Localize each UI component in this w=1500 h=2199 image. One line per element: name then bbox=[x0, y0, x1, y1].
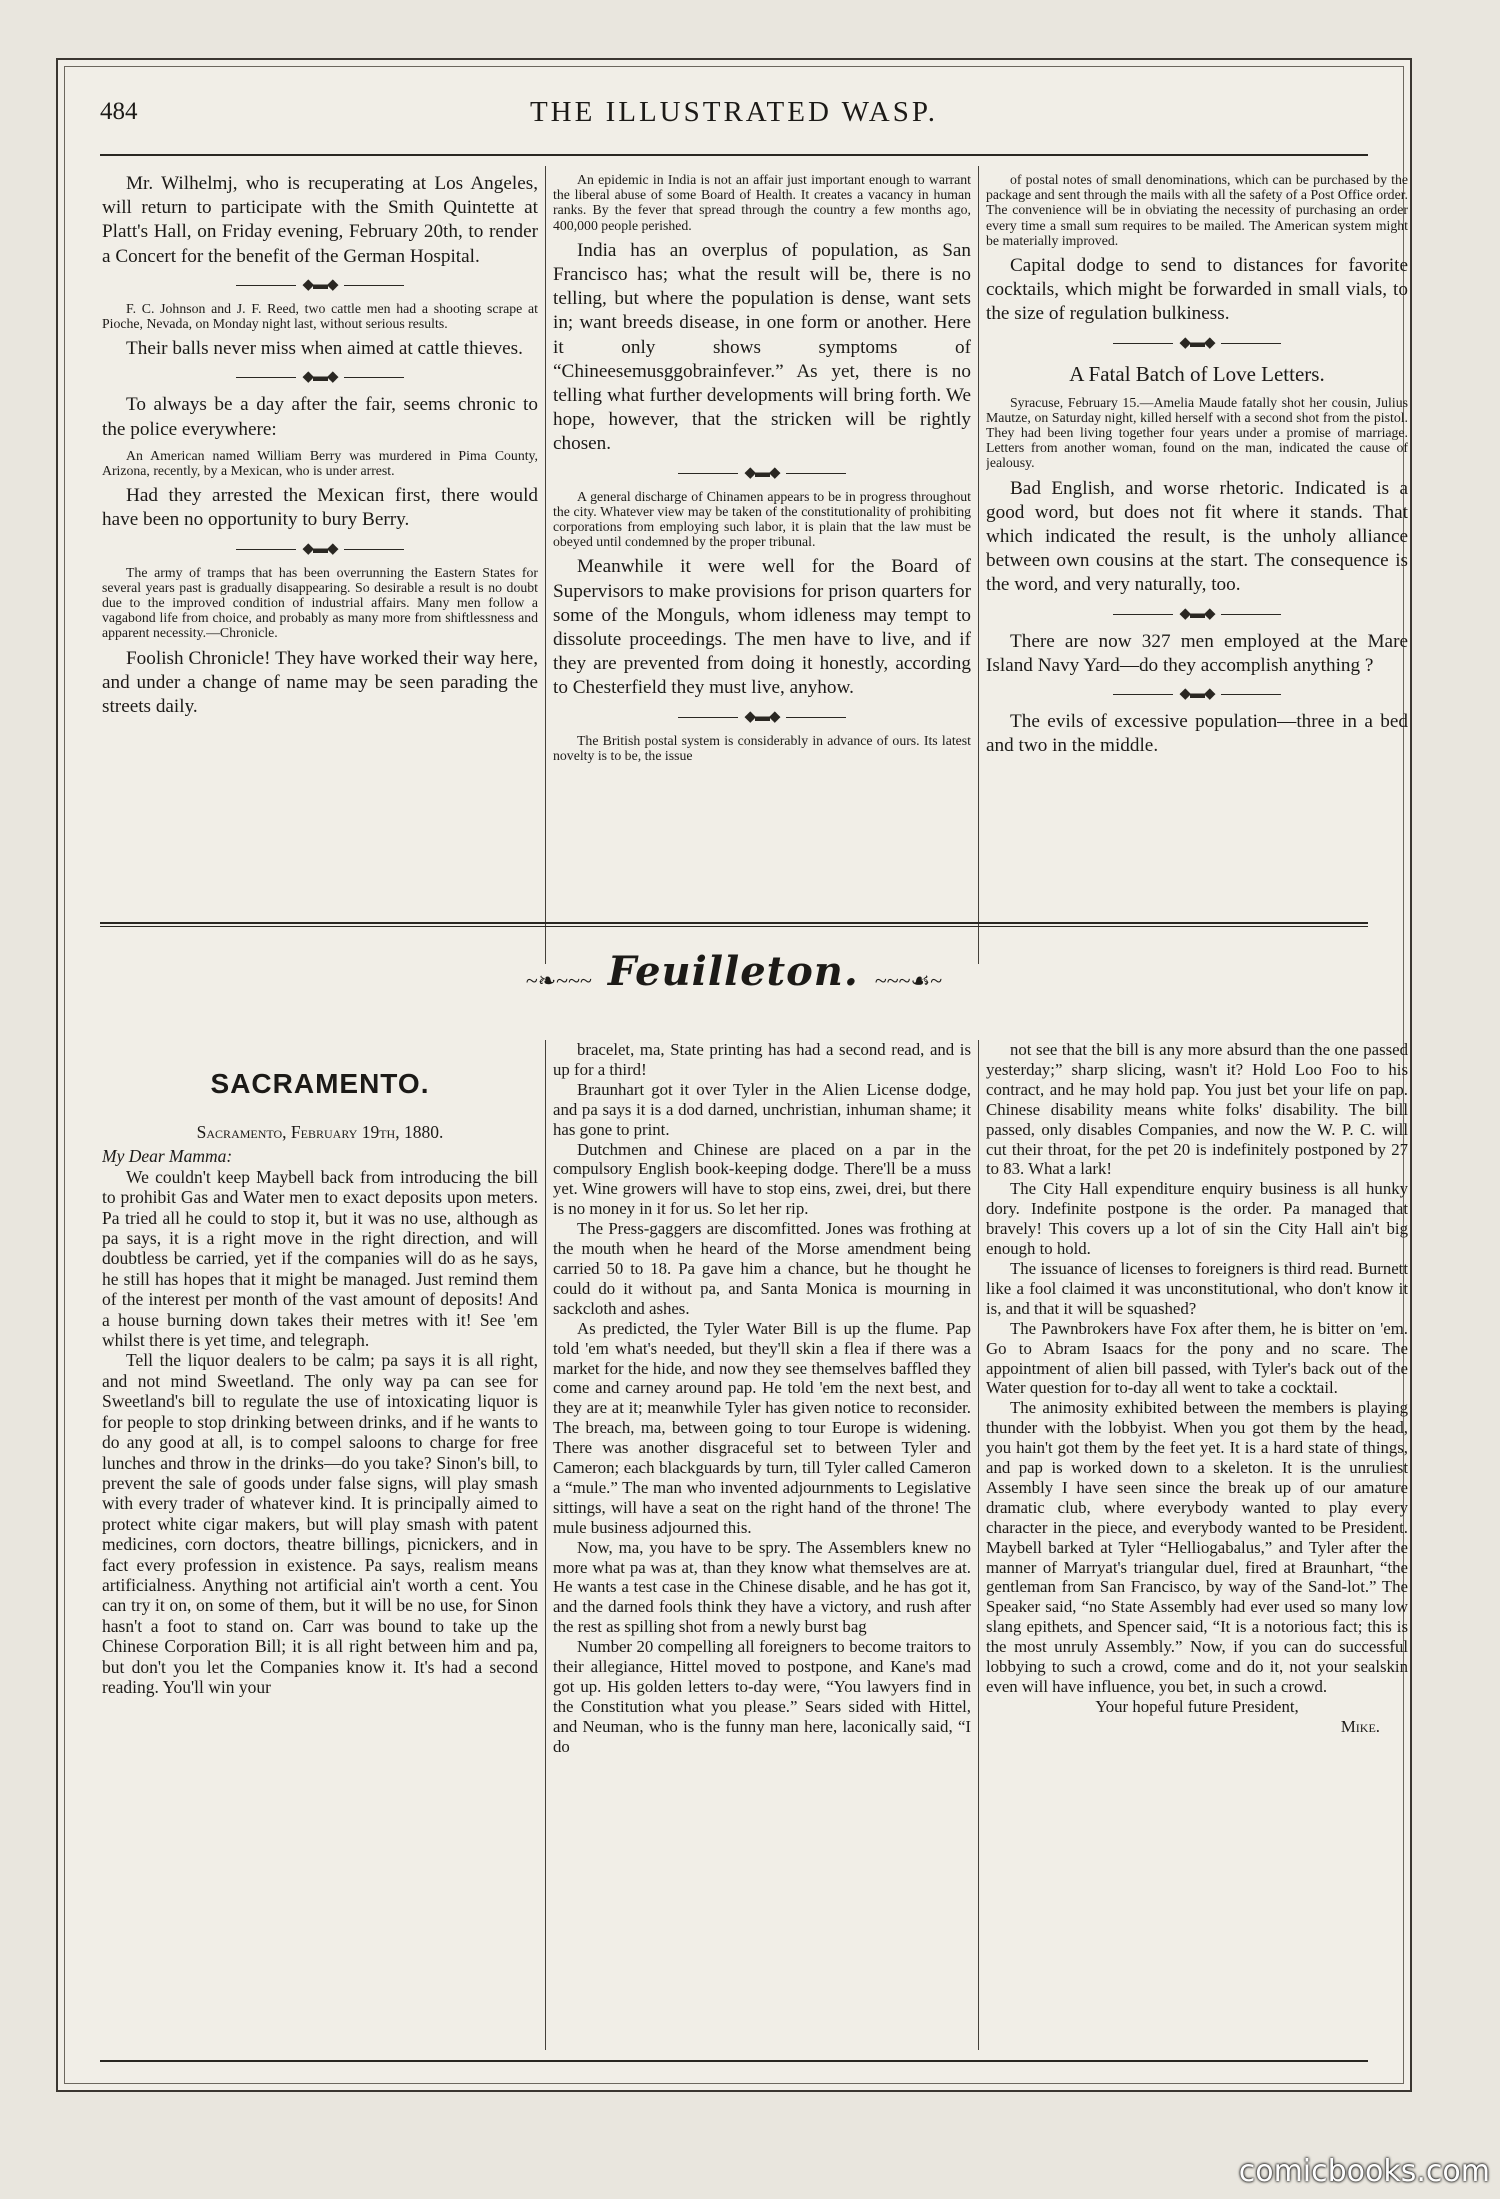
letter-column-1 bbox=[102, 1040, 538, 2050]
letter-paragraph: The issuance of licenses to foreigners is third read. Burnett like a fool claimed it was unconstitutional, who don't know it is, and that it will be squashed? bbox=[986, 1258, 1408, 1318]
column-rule bbox=[545, 1040, 546, 2050]
masthead-title: THE ILLUSTRATED WASP. bbox=[529, 96, 939, 128]
ornament-separator: ◆▬◆ bbox=[553, 465, 971, 481]
letter-paragraph: Tell the liquor dealers to be calm; pa says it is all right, and not mind Sweetland. The only way pa can see for Sweetland's bill to regulate the use of intoxicating liquor is for people to stop drinking between drinks, and if he wants to do any good at all, is to compel saloons to charge for free lunches and throw in the drinks—do you take? Sinon's bill, to prevent the sale of goods under false signs, will play smash with every trader of whatever kind. It is principally aimed to protect white cigar makers, but will play smash with patent medicines, corn doctors, theatre billings, picnickers, and in fact every profession in existence. Pa says, realism means artificialness. Anything not artificial ain't worth a cent. You can try it on, on some of them, but it will be no use, for Sinon hasn't a foot to stand on. Carr was bound to take up the Chinese Corporation Bill; it is all right between him and pa, but don't you let the Companies know it. It's had a second reading. You'll win your bbox=[102, 1350, 538, 1697]
news-clipping: F. C. Johnson and J. F. Reed, two cattle men had a shooting scrape at Pioche, Nevada, on Monday night last, without serious results. bbox=[102, 300, 538, 332]
top-column-3 bbox=[986, 166, 1408, 966]
feuilleton-heading bbox=[58, 948, 1410, 995]
news-clipping: An epidemic in India is not an affair just important enough to warrant the liberal abuse of some Board of Health. It creates a vacancy in human ranks. By the fever that spread through the country a few months ago, 400,000 people perished. bbox=[553, 172, 971, 233]
letter-column-3 bbox=[986, 1040, 1408, 2050]
editorial-paragraph: There are now 327 men employed at the Mare Island Navy Yard—do they accomplish anything ? bbox=[986, 630, 1408, 676]
editorial-paragraph: India has an overplus of population, as San Francisco has; what the result will be, there is no telling, but where the population is dense, want sets in; want breeds disease, in one form or another. Here it only shows symptoms of “Chineesemusggobrainfever.” As yet, there is no telling what further developments will bring forth. We hope, however, that the stricken will be rightly chosen. bbox=[553, 239, 971, 455]
section-rule bbox=[100, 926, 1368, 927]
flourish-right-icon: ~~~☙~ bbox=[874, 968, 943, 994]
ornament-separator: ◆▬◆ bbox=[986, 686, 1408, 702]
masthead-rule bbox=[100, 154, 1368, 156]
column-rule bbox=[545, 166, 546, 964]
letter-paragraph: Dutchmen and Chinese are placed on a par in the compulsory English book-keeping dodge. There'll be a muss yet. Wine growers will have to stop eins, zwei, drei, but there is no money in it for us. So let her rip. bbox=[553, 1139, 971, 1219]
letter-column-2 bbox=[553, 1040, 971, 2050]
column-rule bbox=[978, 166, 979, 964]
letter-paragraph: The City Hall expenditure enquiry business is all hunky dory. Indefinite postpone is the order. Pa managed that bravely! This covers up a lot of sin the City Hall ain't big enough to hold. bbox=[986, 1179, 1408, 1259]
letter-title: SACRAMENTO. bbox=[210, 1068, 430, 1099]
article-headline: A Fatal Batch of Love Letters. bbox=[1069, 361, 1325, 386]
news-clipping: An American named William Berry was murdered in Pima County, Arizona, recently, by a Mexican, who is under arrest. bbox=[102, 447, 538, 479]
letter-paragraph: The Pawnbrokers have Fox after them, he is bitter on 'em. Go to Abram Isaacs for the pony and no scare. The appointment of alien bill passed, with Tyler's back out of the Water question for to-day all went to take a cocktail. bbox=[986, 1318, 1408, 1398]
letter-paragraph: We couldn't keep Maybell back from introducing the bill to prohibit Gas and Water men to exact deposits upon meters. Pa tried all he could to stop it, but it was no use, although as pa says, it is a right move in the right direction, and will doubtless be carried, yet if the companies will do as he says, he still has hopes that it might be managed. Just remind them of the interest per month of the vast amount of deposits! And a house burning down takes their metres with it! See 'em whilst there is yet time, and telegraph. bbox=[102, 1166, 538, 1351]
letter-body-3 bbox=[986, 1040, 1408, 1697]
letter-body-1 bbox=[102, 1167, 538, 1698]
letter-paragraph: The animosity exhibited between the members is playing thunder with the lobbyist. When you got them by the head, you hain't got them by the feet yet. It is a hard state of things, and pap is worked down to a skeleton. It is the unruliest Assembly I have seen since the break up of our amature dramatic club, where everybody wanted to play every character in the piece, and everybody wanted to be President. Maybell barked at Tyler “Helliogabalus,” and Tyler after the manner of Marryat's triangular duel, fired at Braunhart, “the gentleman from San Francisco, by way of the Sand-lot.” The Speaker said, “no State Assembly had ever used so many low slang epithets, and Spencer said, “It is a notorious fact; this is the most unruly Assembly.” Now, if you can do successful lobbying to such a crowd, come and do it, not your sealskin even will have influence, you bet, in such a crowd. bbox=[986, 1398, 1408, 1696]
ornament-separator: ◆▬◆ bbox=[102, 369, 538, 385]
editorial-paragraph: The evils of excessive population—three in a bed and two in the middle. bbox=[986, 711, 1408, 757]
news-clipping: The British postal system is considerably in advance of ours. Its latest novelty is to be, the issue bbox=[553, 732, 971, 763]
letter-paragraph: Now, ma, you have to be spry. The Assemblers knew no more what pa was at, than they know what themselves are at. He wants a test case in the Chinese disable, and he has got it, and the darned fools think they have a victory, and rush after the rest as spilling shot from a newly burst bag bbox=[553, 1537, 971, 1637]
editorial-paragraph: Their balls never miss when aimed at cattle thieves. bbox=[126, 338, 523, 360]
ornament-separator: ◆▬◆ bbox=[553, 709, 971, 725]
ornament-separator: ◆▬◆ bbox=[102, 277, 538, 293]
editorial-paragraph: Mr. Wilhelmj, who is recuperating at Los Angeles, will return to participate with the Smith Quintette at Platt's Hall, on Friday evening, February 20th, to render a Concert for the benefit of the German Hospital. bbox=[102, 173, 538, 267]
letter-paragraph: Braunhart got it over Tyler in the Alien License dodge, and pa says it is a dod darned, unchristian, inhuman shame; it has gone to print. bbox=[553, 1079, 971, 1139]
letter-salutation: My Dear Mamma: bbox=[102, 1146, 233, 1167]
letter-closing: Your hopeful future President, bbox=[1095, 1696, 1299, 1716]
watermark: comicbooks.com bbox=[1238, 2154, 1490, 2189]
letter-dateline: Sacramento, February 19th, 1880. bbox=[196, 1122, 444, 1142]
editorial-paragraph: Foolish Chronicle! They have worked their way here, and under a change of name may be seen parading the streets daily. bbox=[102, 647, 538, 718]
news-clipping: Syracuse, February 15.—Amelia Maude fatally shot her cousin, Julius Mautze, on Saturday night, killed herself with a second shot from the pistol. They had been living together four years under a promise of marriage. Letters from another woman, found on the man, indicated the cause of jealousy. bbox=[986, 394, 1408, 471]
bottom-rule bbox=[100, 2060, 1368, 2062]
section-rule bbox=[100, 922, 1368, 924]
editorial-paragraph: Capital dodge to send to distances for favorite cocktails, which might be forwarded in small vials, to the size of regulation bulkiness. bbox=[986, 255, 1408, 325]
news-clipping: of postal notes of small denominations, which can be purchased by the package and sent through the mails with all the safety of a Post Office order. The convenience will be in obviating the necessity of purchasing an order every time a small sum requires to be mailed. The American system might be materially improved. bbox=[986, 172, 1408, 248]
ornament-separator: ◆▬◆ bbox=[102, 541, 538, 557]
column-rule bbox=[978, 1040, 979, 2050]
news-clipping: The army of tramps that has been overrunning the Eastern States for several years past is gradually disappearing. So desirable a result is no doubt due to the improved condition of industrial affairs. Many men follow a vagabond life from choice, and probably as many more from shiftlessness and apparent necessity.—Chronicle. bbox=[102, 564, 538, 641]
letter-paragraph: As predicted, the Tyler Water Bill is up the flume. Pap told 'em what's needed, but they'll skin a flea if there was a market for the hide, and now they see themselves baffled they come and carney around pap. He told 'em the next best, and they are at it; meanwhile Tyler has given notice to reconsider. The breach, ma, between going to tour Europe is widening. There was another disgraceful set to between Tyler and Cameron; each blackguards by turn, till Tyler called Cameron a “mule.” The man who invented adjournments to Legislative sittings, will have a seat on the right hand of the throne! The mule business adjourned this. bbox=[553, 1318, 971, 1537]
letter-signature: Mike. bbox=[1340, 1716, 1380, 1736]
editorial-paragraph: Meanwhile it were well for the Board of Supervisors to make provisions for prison quarters for some of the Monguls, whom idleness may tempt to dissolute proceedings. The men have to live, and if they are prevented from doing it honestly, according to Chesterfield they must live, anyhow. bbox=[553, 556, 971, 699]
newspaper-page bbox=[56, 58, 1412, 2092]
news-clipping: A general discharge of Chinamen appears to be in progress throughout the city. Whatever view may be taken of the constitutionality of prohibiting corporations from employing such labor, it is plain that the law must be obeyed until condemned by the proper tribunal. bbox=[553, 488, 971, 550]
top-column-1 bbox=[102, 166, 538, 966]
ornament-separator: ◆▬◆ bbox=[986, 335, 1408, 351]
feuilleton-title: Feuilleton. bbox=[607, 948, 859, 995]
page-number: 484 bbox=[100, 98, 138, 125]
flourish-left-icon: ~❧~~~ bbox=[525, 968, 592, 994]
top-column-2 bbox=[553, 166, 971, 966]
editorial-paragraph: Bad English, and worse rhetoric. Indicated is a good word, but does not fit where it stands. That which indicated the result, is the unholy alliance between own cousins at the start. The consequence is the word, and very naturally, too. bbox=[986, 477, 1408, 596]
letter-paragraph: not see that the bill is any more absurd than the one passed yesterday;” sharp slicing, wasn't it? Hold Loo Foo to his contract, and he may hold pap. You just bet your life on pap. Chinese disability means white folks' disability. The bill passed, only disables Companies, and now the W. P. C. will cut their throat, for the pet 20 is indefinitely postponed by 27 to 83. What a lark! bbox=[986, 1040, 1408, 1179]
letter-paragraph: The Press-gaggers are discomfitted. Jones was frothing at the mouth when he heard of the Morse amendment being carried 50 to 18. Pa gave him a chance, but he thought he could do it without pa, and Santa Monica is mourning in sackcloth and ashes. bbox=[553, 1219, 971, 1318]
letter-paragraph: Number 20 compelling all foreigners to become traitors to their allegiance, Hittel moved to postpone, and Kane's mad got up. His golden letters to-day were, “You lawyers find in the Constitution what you please.” Sears sided with Hittel, and Neuman, who is the funny man here, laconically said, “I do bbox=[553, 1637, 971, 1756]
letter-paragraph: bracelet, ma, State printing has had a second read, and is up for a third! bbox=[553, 1040, 971, 1079]
editorial-paragraph: Had they arrested the Mexican first, there would have been no opportunity to bury Berry. bbox=[102, 485, 538, 531]
editorial-paragraph: To always be a day after the fair, seems chronic to the police everywhere: bbox=[102, 394, 538, 440]
ornament-separator: ◆▬◆ bbox=[986, 606, 1408, 622]
letter-body-2 bbox=[553, 1040, 971, 1757]
